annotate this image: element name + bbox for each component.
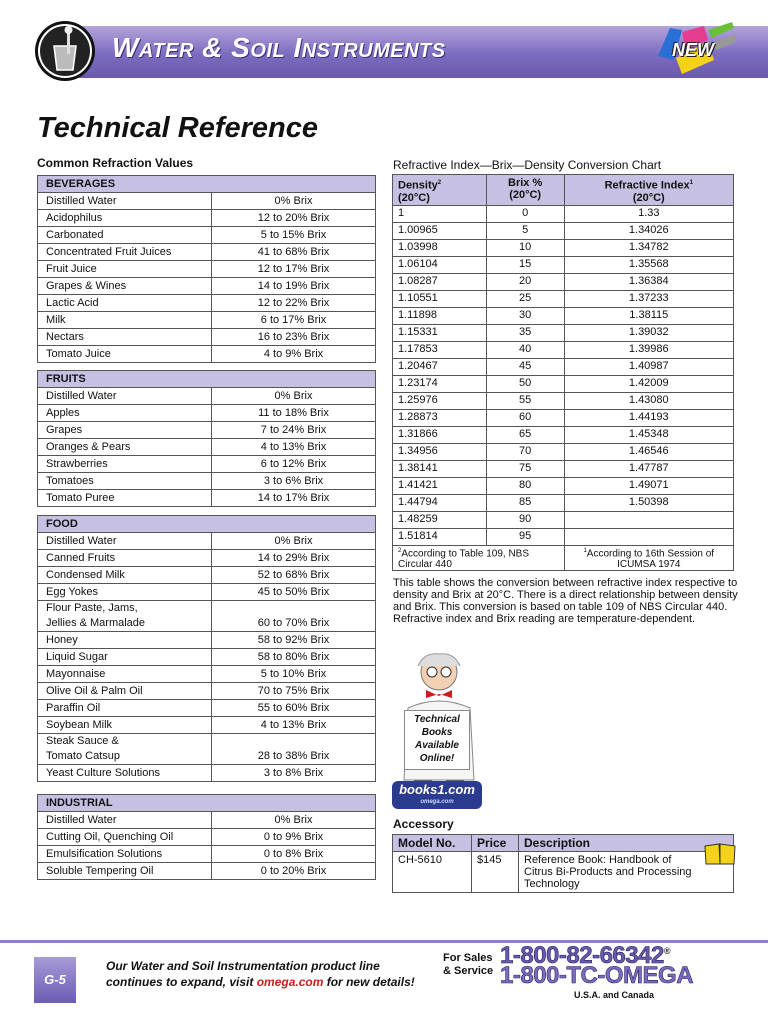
phone-number-letters[interactable]: 1-800-TC-OMEGA xyxy=(500,962,694,989)
product-name: Mayonnaise xyxy=(38,666,212,683)
brix-range: 4 to 13% Brix xyxy=(212,717,376,734)
brix-header: Brix % (20°C) xyxy=(486,175,564,206)
product-name: Strawberries xyxy=(38,456,212,473)
brix-range: 3 to 6% Brix xyxy=(212,473,376,490)
sign-line: Online! xyxy=(419,753,455,764)
density-cell: 1.17853 xyxy=(393,341,487,358)
brix-cell: 70 xyxy=(486,443,564,460)
density-cell: 1.34956 xyxy=(393,443,487,460)
refractive-index-cell: 1.33 xyxy=(564,205,733,222)
header-title: Water & Soil Instruments xyxy=(112,32,446,63)
brix-range: 12 to 17% Brix xyxy=(212,261,376,278)
brix-range: 16 to 23% Brix xyxy=(212,329,376,346)
table-row xyxy=(393,392,734,409)
table-row xyxy=(38,227,376,244)
product-name: Egg Yokes xyxy=(38,584,212,601)
price: $145 xyxy=(472,852,519,893)
brix-cell: 15 xyxy=(486,256,564,273)
product-name: Flour Paste, Jams, Jellies & Marmalade xyxy=(38,601,212,632)
product-name: Cutting Oil, Quenching Oil xyxy=(38,829,212,846)
product-name: Tomato Puree xyxy=(38,490,212,507)
brix-range: 12 to 22% Brix xyxy=(212,295,376,312)
brix-cell: 10 xyxy=(486,239,564,256)
product-name: Grapes xyxy=(38,422,212,439)
footnote-refractive-index: $^1$According to 16th Session of ICUMSA 1974 xyxy=(564,545,733,570)
brix-cell: 90 xyxy=(486,511,564,528)
page-header xyxy=(0,0,768,96)
accessory-table xyxy=(392,834,734,893)
table-row xyxy=(38,700,376,717)
phone-number-numeric[interactable]: 1-800-82-66342® xyxy=(500,942,670,969)
brix-cell: 20 xyxy=(486,273,564,290)
brix-cell: 80 xyxy=(486,477,564,494)
conversion-footnote-row xyxy=(393,545,734,570)
table-row xyxy=(38,601,376,632)
table-row xyxy=(393,205,734,222)
conversion-description: This table shows the conversion between refractive index respective to density and Brix at 20°C. There is a direct relationship between density and Brix. This conversion is based on table 109 of NBS Circular 440. Refractive index and Brix reading are temperature-dependent. xyxy=(393,577,738,625)
brix-range: 4 to 9% Brix xyxy=(212,346,376,363)
category-label: INDUSTRIAL xyxy=(38,795,376,812)
density-cell: 1.28873 xyxy=(393,409,487,426)
brix-cell: 95 xyxy=(486,528,564,545)
product-name: Apples xyxy=(38,405,212,422)
brix-range: 60 to 70% Brix xyxy=(212,601,376,632)
page-title: Technical Reference xyxy=(37,112,318,144)
brix-range: 0 to 8% Brix xyxy=(212,846,376,863)
category-label: FRUITS xyxy=(38,371,376,388)
description-header: Description xyxy=(519,835,734,852)
density-cell: 1.51814 xyxy=(393,528,487,545)
refractive-index-cell: 1.36384 xyxy=(564,273,733,290)
table-row xyxy=(38,550,376,567)
refractive-index-cell: 1.34026 xyxy=(564,222,733,239)
table-row xyxy=(393,341,734,358)
table-row xyxy=(393,426,734,443)
price-header: Price xyxy=(472,835,519,852)
brix-range: 41 to 68% Brix xyxy=(212,244,376,261)
category-row xyxy=(38,795,376,812)
density-cell: 1.08287 xyxy=(393,273,487,290)
brix-range: 0% Brix xyxy=(212,812,376,829)
product-name: Paraffin Oil xyxy=(38,700,212,717)
brix-range: 6 to 12% Brix xyxy=(212,456,376,473)
accessory-title: Accessory xyxy=(393,817,454,831)
table-row xyxy=(38,632,376,649)
sign-line: Books xyxy=(421,727,453,738)
density-cell: 1.20467 xyxy=(393,358,487,375)
product-name: Condensed Milk xyxy=(38,567,212,584)
beverages-table xyxy=(37,175,376,363)
table-row xyxy=(393,511,734,528)
density-cell: 1.15331 xyxy=(393,324,487,341)
product-name: Distilled Water xyxy=(38,388,212,405)
category-row xyxy=(38,516,376,533)
brix-range: 6 to 17% Brix xyxy=(212,312,376,329)
brix-cell: 60 xyxy=(486,409,564,426)
category-row xyxy=(38,371,376,388)
table-row xyxy=(393,256,734,273)
density-cell: 1.00965 xyxy=(393,222,487,239)
density-cell: 1.25976 xyxy=(393,392,487,409)
table-row xyxy=(38,765,376,782)
table-row xyxy=(38,295,376,312)
product-name: Milk xyxy=(38,312,212,329)
accessory-header-row xyxy=(393,835,734,852)
brix-range: 0 to 20% Brix xyxy=(212,863,376,880)
density-cell: 1.11898 xyxy=(393,307,487,324)
category-label: FOOD xyxy=(38,516,376,533)
table-row xyxy=(38,210,376,227)
refractive-index-cell xyxy=(564,528,733,545)
table-row xyxy=(38,405,376,422)
refractive-index-cell: 1.50398 xyxy=(564,494,733,511)
brix-cell: 55 xyxy=(486,392,564,409)
table-row xyxy=(38,734,376,765)
description: Reference Book: Handbook of Citrus Bi-Products and Processing Technology xyxy=(519,852,734,893)
density-cell: 1.48259 xyxy=(393,511,487,528)
books1-sublabel: omega.com xyxy=(420,799,454,805)
product-name: Soybean Milk xyxy=(38,717,212,734)
product-name: Lactic Acid xyxy=(38,295,212,312)
table-row xyxy=(38,312,376,329)
product-name: Emulsification Solutions xyxy=(38,846,212,863)
brix-cell: 85 xyxy=(486,494,564,511)
brix-cell: 0 xyxy=(486,205,564,222)
table-row xyxy=(393,477,734,494)
refractive-index-cell: 1.38115 xyxy=(564,307,733,324)
sign-line: Technical xyxy=(414,714,460,725)
table-row xyxy=(393,528,734,545)
table-row xyxy=(38,439,376,456)
conversion-table xyxy=(392,174,734,571)
product-name: Olive Oil & Palm Oil xyxy=(38,683,212,700)
brix-cell: 5 xyxy=(486,222,564,239)
table-row xyxy=(393,443,734,460)
table-row xyxy=(38,649,376,666)
table-row xyxy=(393,409,734,426)
brix-cell: 25 xyxy=(486,290,564,307)
refractive-index-cell: 1.39986 xyxy=(564,341,733,358)
refractive-index-cell: 1.37233 xyxy=(564,290,733,307)
brix-range: 14 to 19% Brix xyxy=(212,278,376,295)
refractive-index-cell: 1.39032 xyxy=(564,324,733,341)
refractive-index-cell: 1.45348 xyxy=(564,426,733,443)
refractive-index-cell: 1.35568 xyxy=(564,256,733,273)
brix-range: 12 to 20% Brix xyxy=(212,210,376,227)
footer-message xyxy=(106,958,415,990)
brix-range: 0% Brix xyxy=(212,533,376,550)
refractive-index-cell: 1.44193 xyxy=(564,409,733,426)
category-row xyxy=(38,176,376,193)
brix-range: 5 to 15% Brix xyxy=(212,227,376,244)
new-badge-label: NEW xyxy=(672,40,714,60)
brix-range: 28 to 38% Brix xyxy=(212,734,376,765)
product-name: Distilled Water xyxy=(38,533,212,550)
refractive-index-cell xyxy=(564,511,733,528)
sales-label xyxy=(443,952,493,978)
product-name: Honey xyxy=(38,632,212,649)
category-label: BEVERAGES xyxy=(38,176,376,193)
table-row xyxy=(38,812,376,829)
product-name: Carbonated xyxy=(38,227,212,244)
table-row xyxy=(38,533,376,550)
product-name: Distilled Water xyxy=(38,193,212,210)
refraction-title: Common Refraction Values xyxy=(37,156,194,170)
country-label: U.S.A. and Canada xyxy=(574,990,655,1000)
brix-range: 14 to 17% Brix xyxy=(212,490,376,507)
table-row xyxy=(38,193,376,210)
table-row xyxy=(38,422,376,439)
product-name: Canned Fruits xyxy=(38,550,212,567)
table-row xyxy=(38,490,376,507)
table-row xyxy=(393,460,734,477)
table-row xyxy=(38,388,376,405)
accessory-row xyxy=(393,852,734,893)
density-header: Density$^2$ (20°C) xyxy=(393,175,487,206)
table-row xyxy=(393,290,734,307)
table-row xyxy=(393,358,734,375)
product-name: Steak Sauce & Tomato Catsup xyxy=(38,734,212,765)
table-row xyxy=(393,375,734,392)
product-name: Liquid Sugar xyxy=(38,649,212,666)
table-row xyxy=(393,273,734,290)
brix-cell: 75 xyxy=(486,460,564,477)
sign-line: Available xyxy=(415,740,459,751)
density-cell: 1.41421 xyxy=(393,477,487,494)
page-number: G-5 xyxy=(34,957,76,1003)
brix-range: 45 to 50% Brix xyxy=(212,584,376,601)
table-row xyxy=(38,584,376,601)
refractive-index-cell: 1.43080 xyxy=(564,392,733,409)
product-name: Tomato Juice xyxy=(38,346,212,363)
model-number: CH-5610 xyxy=(393,852,472,893)
table-row xyxy=(38,863,376,880)
brix-range: 58 to 80% Brix xyxy=(212,649,376,666)
refractive-index-header: Refractive Index$^1$ (20°C) xyxy=(564,175,733,206)
product-name: Soluble Tempering Oil xyxy=(38,863,212,880)
brix-cell: 45 xyxy=(486,358,564,375)
density-cell: 1.10551 xyxy=(393,290,487,307)
table-row xyxy=(38,456,376,473)
brix-range: 0 to 9% Brix xyxy=(212,829,376,846)
brix-range: 0% Brix xyxy=(212,193,376,210)
density-cell: 1.03998 xyxy=(393,239,487,256)
table-row xyxy=(38,473,376,490)
table-row xyxy=(38,717,376,734)
brix-range: 70 to 75% Brix xyxy=(212,683,376,700)
page-footer xyxy=(0,940,768,1024)
sales-line: For Sales xyxy=(443,952,493,964)
fruits-table xyxy=(37,370,376,507)
density-cell: 1.44794 xyxy=(393,494,487,511)
density-cell: 1 xyxy=(393,205,487,222)
sales-line: & Service xyxy=(443,965,494,977)
refractive-index-cell: 1.46546 xyxy=(564,443,733,460)
product-name: Distilled Water xyxy=(38,812,212,829)
product-name: Acidophilus xyxy=(38,210,212,227)
table-row xyxy=(38,329,376,346)
density-cell: 1.31866 xyxy=(393,426,487,443)
product-name: Nectars xyxy=(38,329,212,346)
table-row xyxy=(38,244,376,261)
refractive-index-cell: 1.34782 xyxy=(564,239,733,256)
omega-link[interactable]: omega.com xyxy=(256,975,324,989)
table-row xyxy=(38,567,376,584)
refractive-index-cell: 1.49071 xyxy=(564,477,733,494)
new-badge xyxy=(652,20,738,84)
density-cell: 1.38141 xyxy=(393,460,487,477)
books-sign xyxy=(404,710,470,770)
product-name: Concentrated Fruit Juices xyxy=(38,244,212,261)
table-row xyxy=(393,239,734,256)
table-row xyxy=(38,666,376,683)
books1-link[interactable] xyxy=(392,781,482,809)
brix-range: 11 to 18% Brix xyxy=(212,405,376,422)
brix-range: 14 to 29% Brix xyxy=(212,550,376,567)
conversion-title: Refractive Index—Brix—Density Conversion Chart xyxy=(393,158,662,172)
brix-range: 58 to 92% Brix xyxy=(212,632,376,649)
food-table xyxy=(37,515,376,782)
density-cell: 1.06104 xyxy=(393,256,487,273)
footer-message-line: Our Water and Soil Instrumentation product line xyxy=(106,959,380,973)
table-row xyxy=(38,829,376,846)
footnote-density: $^2$According to Table 109, NBS Circular 440 xyxy=(393,545,565,570)
brix-cell: 50 xyxy=(486,375,564,392)
industrial-table xyxy=(37,794,376,880)
books1-label: books1.com xyxy=(399,782,475,797)
brix-range: 0% Brix xyxy=(212,388,376,405)
brix-range: 3 to 8% Brix xyxy=(212,765,376,782)
table-row xyxy=(38,261,376,278)
table-row xyxy=(393,494,734,511)
brix-cell: 65 xyxy=(486,426,564,443)
model-header: Model No. xyxy=(393,835,472,852)
book-icon xyxy=(704,842,736,866)
product-name: Oranges & Pears xyxy=(38,439,212,456)
brix-range: 5 to 10% Brix xyxy=(212,666,376,683)
brix-cell: 30 xyxy=(486,307,564,324)
refractive-index-cell: 1.40987 xyxy=(564,358,733,375)
table-row xyxy=(38,683,376,700)
refractive-index-cell: 1.47787 xyxy=(564,460,733,477)
product-name: Yeast Culture Solutions xyxy=(38,765,212,782)
product-name: Grapes & Wines xyxy=(38,278,212,295)
brix-range: 7 to 24% Brix xyxy=(212,422,376,439)
conversion-header-row xyxy=(393,175,734,206)
footer-message-line: continues to expand, visit xyxy=(106,975,254,989)
table-row xyxy=(38,846,376,863)
brix-range: 52 to 68% Brix xyxy=(212,567,376,584)
brix-range: 4 to 13% Brix xyxy=(212,439,376,456)
refractive-index-cell: 1.42009 xyxy=(564,375,733,392)
table-row xyxy=(393,324,734,341)
density-cell: 1.23174 xyxy=(393,375,487,392)
brix-cell: 40 xyxy=(486,341,564,358)
water-soil-icon xyxy=(34,20,96,82)
product-name: Fruit Juice xyxy=(38,261,212,278)
brix-cell: 35 xyxy=(486,324,564,341)
product-name: Tomatoes xyxy=(38,473,212,490)
footer-message-line: for new details! xyxy=(326,975,415,989)
table-row xyxy=(393,307,734,324)
brix-range: 55 to 60% Brix xyxy=(212,700,376,717)
table-row xyxy=(38,278,376,295)
table-row xyxy=(393,222,734,239)
table-row xyxy=(38,346,376,363)
